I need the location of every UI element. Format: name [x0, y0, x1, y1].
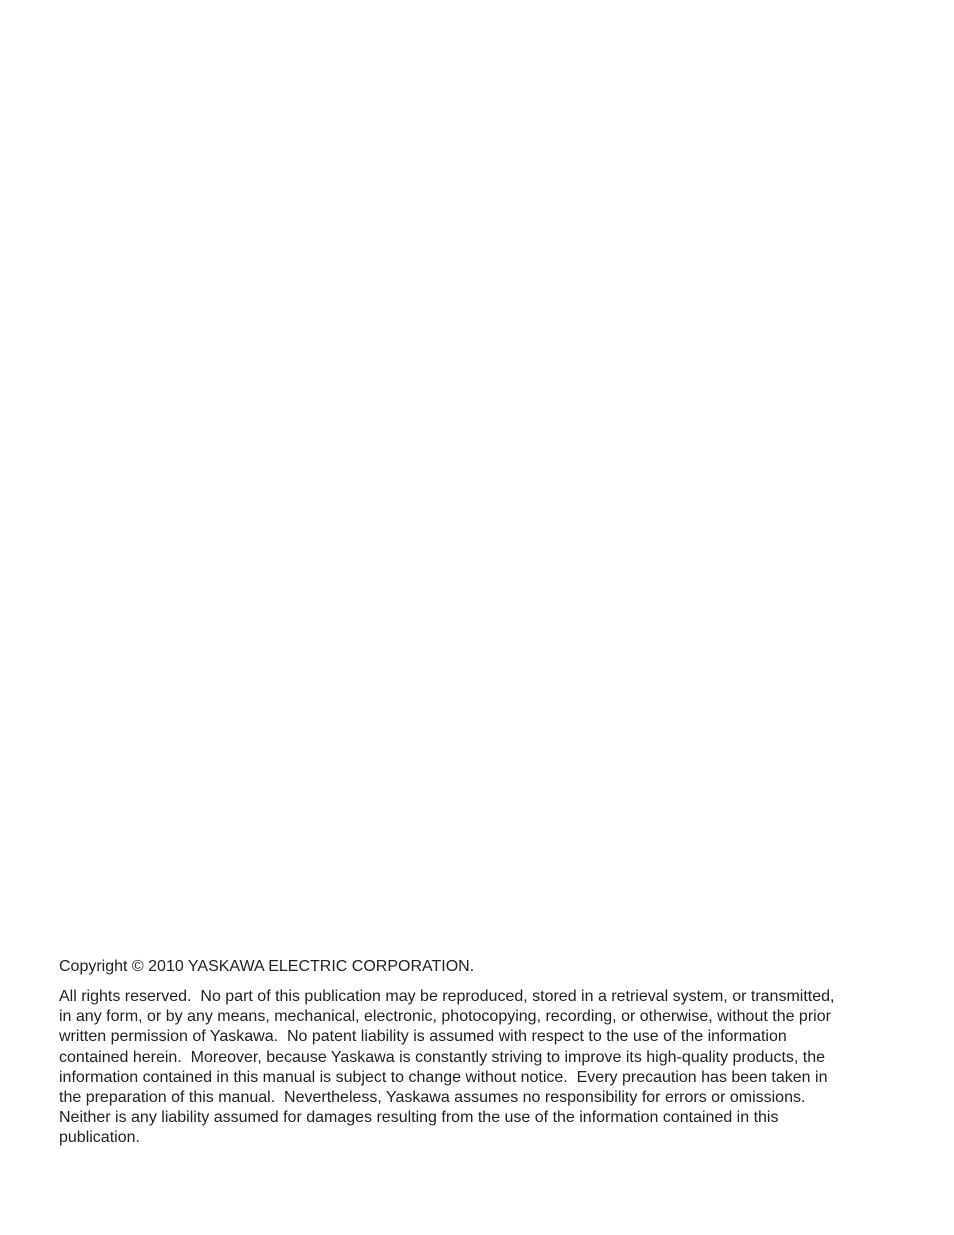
- legal-line: in any form, or by any means, mechanical, electronic, photocopying, recording, or otherwise, without the prior: [59, 1008, 831, 1026]
- legal-line: Neither is any liability assumed for damages resulting from the use of the information contained in this: [59, 1109, 779, 1127]
- legal-line: information contained in this manual is subject to change without notice. Every precaution has been taken in: [59, 1068, 828, 1086]
- copyright-notice: Copyright © 2010 YASKAWA ELECTRIC CORPORATION.: [59, 958, 475, 975]
- legal-line: contained herein. Moreover, because Yaskawa is constantly striving to improve its high-quality products, the: [59, 1048, 826, 1066]
- legal-line: written permission of Yaskawa. No patent liability is assumed with respect to the use of the information: [59, 1028, 787, 1046]
- legal-line: publication.: [59, 1129, 140, 1147]
- legal-line: All rights reserved. No part of this publication may be reproduced, stored in a retrieval system, or transmitted,: [59, 988, 835, 1005]
- legal-line: the preparation of this manual. Nevertheless, Yaskawa assumes no responsibility for errors or omissions.: [59, 1089, 806, 1107]
- copyright-section: [59, 957, 899, 1149]
- legal-disclaimer: [59, 987, 899, 1149]
